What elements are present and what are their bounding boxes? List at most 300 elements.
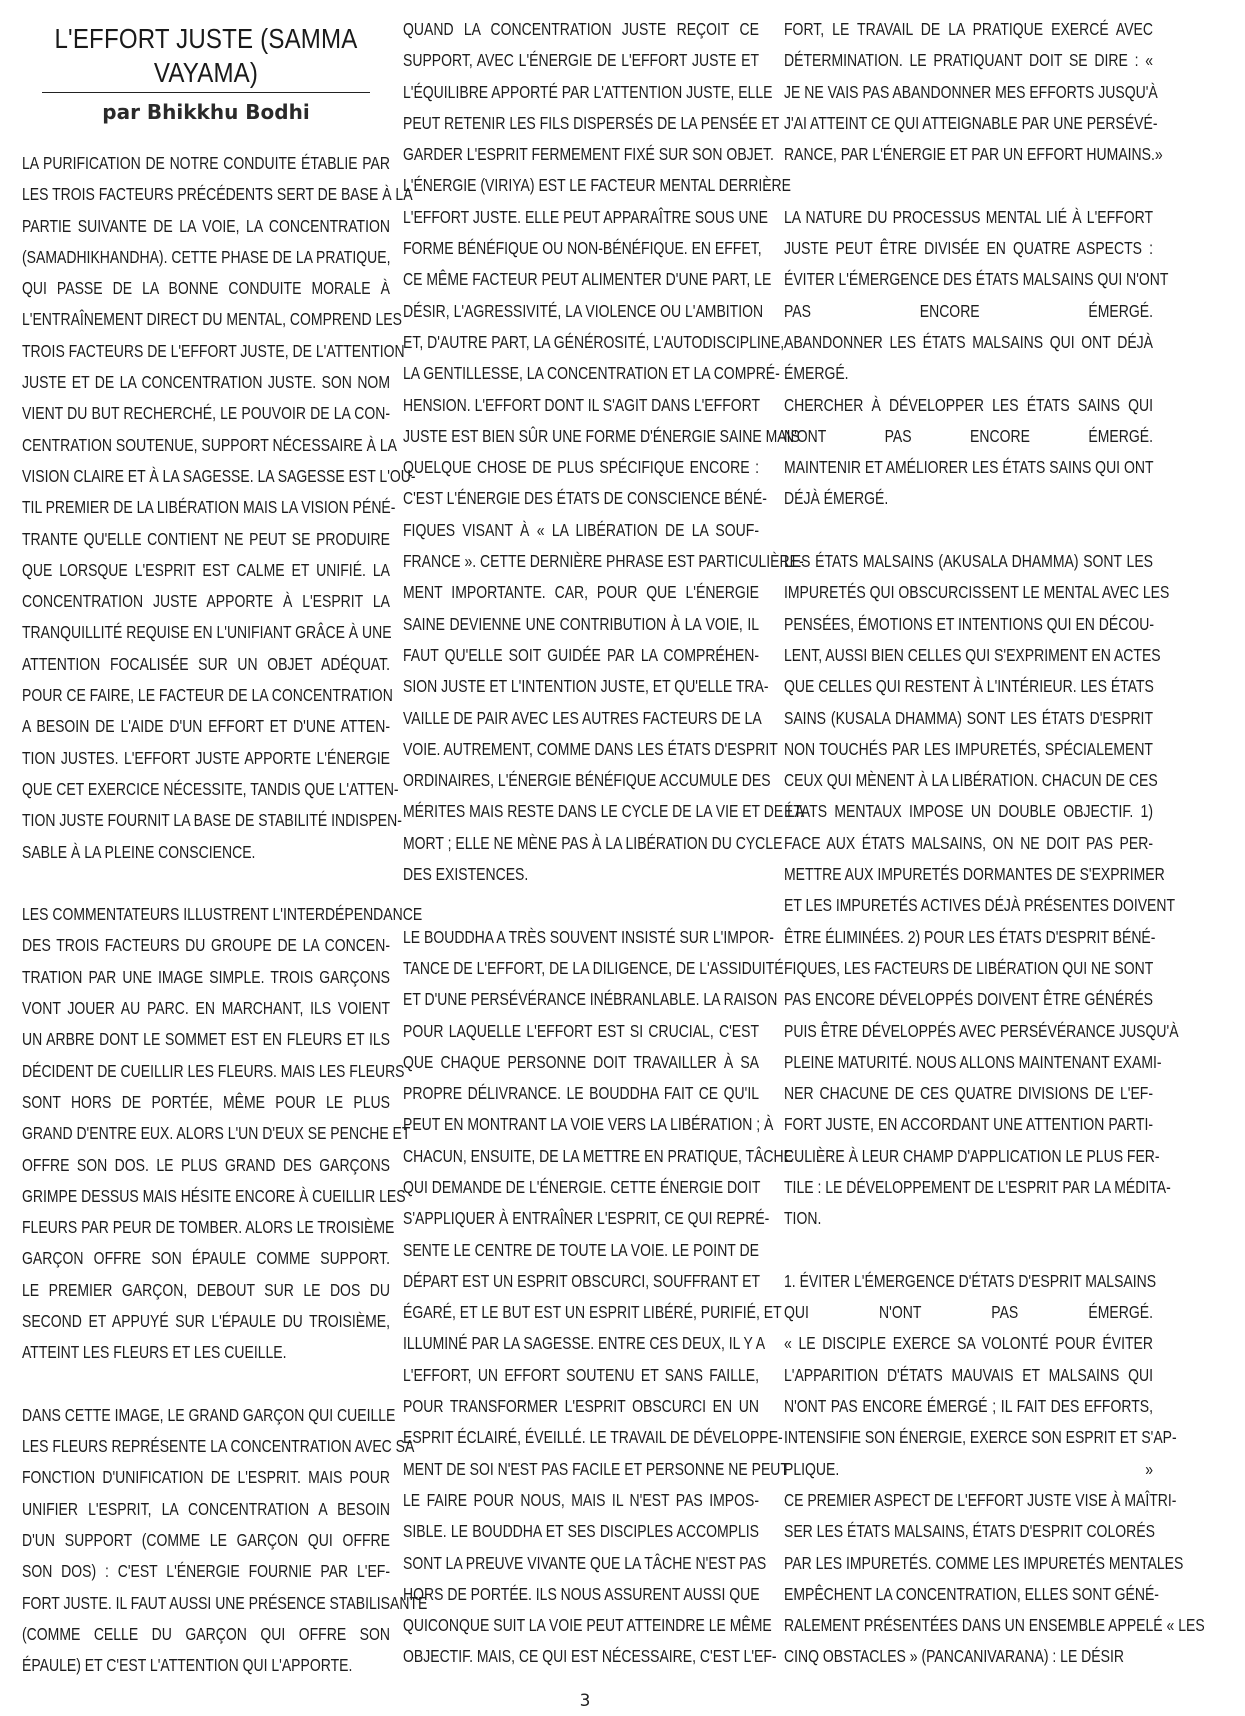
text-line bbox=[22, 711, 390, 742]
text-line bbox=[22, 930, 390, 961]
text-line-content: ESPRIT ÉCLAIRÉ, ÉVEILLÉ. LE TRAVAIL DE DÉVELOPPE- bbox=[403, 1427, 783, 1448]
text-line bbox=[784, 796, 1153, 827]
text-line-content: CULIÈRE À LEUR CHAMP D'APPLICATION LE PLUS FER- bbox=[784, 1145, 1160, 1166]
text-line bbox=[784, 1579, 1159, 1610]
text-line-content: NER CHACUNE DE CES QUATRE DIVISIONS DE L'EF- bbox=[784, 1083, 1153, 1104]
paragraph bbox=[22, 148, 416, 868]
text-line bbox=[403, 1328, 766, 1359]
text-line-content: MENT IMPORTANTE. CAR, POUR QUE L'ÉNERGIE bbox=[403, 582, 759, 603]
text-line bbox=[784, 1047, 1162, 1078]
text-line bbox=[784, 452, 1153, 483]
text-line bbox=[784, 609, 1153, 640]
text-line bbox=[403, 703, 762, 734]
text-line-content: JE NE VAIS PAS ABANDONNER MES EFFORTS JUSQU'À bbox=[784, 81, 1158, 102]
text-line bbox=[22, 1087, 390, 1118]
text-line bbox=[784, 984, 1153, 1015]
text-line-content: TION JUSTE FOURNIT LA BASE DE STABILITÉ INDISPEN- bbox=[22, 810, 402, 831]
text-line-content: ÉGARÉ, ET LE BUT EST UN ESPRIT LIBÉRÉ, PURIFIÉ, ET bbox=[403, 1302, 782, 1323]
text-line bbox=[403, 671, 769, 702]
text-line bbox=[403, 1047, 759, 1078]
text-line-content: ÉPAULE) ET C'EST L'ATTENTION QUI L'APPORTE. bbox=[22, 1655, 353, 1676]
text-line bbox=[403, 609, 759, 640]
text-line bbox=[403, 1610, 772, 1641]
article-byline: par Bhikkhu Bodhi bbox=[102, 100, 310, 124]
text-line bbox=[784, 45, 1153, 76]
text-line-content: DANS CETTE IMAGE, LE GRAND GARÇON QUI CUEILLE bbox=[22, 1404, 396, 1425]
text-line bbox=[22, 1306, 390, 1337]
text-line-content: JUSTE ET DE LA CONCENTRATION JUSTE. SON NOM bbox=[22, 372, 390, 393]
text-line bbox=[784, 546, 1153, 577]
text-line bbox=[22, 304, 402, 335]
text-line bbox=[403, 859, 759, 890]
column-2-body bbox=[403, 14, 805, 1673]
text-line bbox=[22, 993, 390, 1024]
text-line bbox=[22, 962, 390, 993]
text-line bbox=[22, 148, 390, 179]
text-line bbox=[22, 1556, 390, 1587]
text-line bbox=[784, 734, 1153, 765]
text-line bbox=[403, 577, 759, 608]
text-line bbox=[403, 1360, 759, 1391]
paragraph bbox=[22, 899, 423, 1368]
text-line-content: QUE CHAQUE PERSONNE DOIT TRAVAILLER À SA bbox=[403, 1051, 759, 1072]
text-line bbox=[784, 327, 1153, 358]
text-line bbox=[22, 179, 413, 210]
text-line-content: HENSION. L'EFFORT DONT IL S'AGIT DANS L'EFFORT bbox=[403, 394, 761, 415]
text-line-content: FORT, LE TRAVAIL DE LA PRATIQUE EXERCÉ AVEC bbox=[784, 19, 1153, 39]
text-line-content: QUAND LA CONCENTRATION JUSTE REÇOIT CE bbox=[403, 19, 759, 39]
text-line-content: CE PREMIER ASPECT DE L'EFFORT JUSTE VISE À MAÎTRI- bbox=[784, 1489, 1177, 1510]
text-line-content: HORS DE PORTÉE. ILS NOUS ASSURENT AUSSI QUE bbox=[403, 1583, 760, 1604]
text-line bbox=[784, 577, 1170, 608]
text-line-content: N'ONT PAS ENCORE ÉMERGÉ. bbox=[784, 425, 1153, 446]
paragraph bbox=[784, 546, 1179, 1235]
text-line bbox=[22, 336, 405, 367]
text-line bbox=[22, 242, 390, 273]
text-line bbox=[784, 1485, 1177, 1516]
text-line bbox=[784, 765, 1158, 796]
text-line bbox=[403, 1297, 782, 1328]
text-line bbox=[22, 805, 402, 836]
text-line-content: UNIFIER L'ESPRIT, LA CONCENTRATION A BESOIN bbox=[22, 1498, 390, 1519]
text-line bbox=[784, 1172, 1171, 1203]
text-line bbox=[403, 202, 768, 233]
text-line-content: QUE LORSQUE L'ESPRIT EST CALME ET UNIFIÉ. LA bbox=[22, 559, 390, 580]
paragraph bbox=[784, 14, 1163, 170]
text-line-content: IMPURETÉS QUI OBSCURCISSENT LE MENTAL AVEC LES bbox=[784, 582, 1170, 603]
text-line bbox=[22, 837, 390, 868]
text-line bbox=[784, 233, 1153, 264]
text-line-content: L'EFFORT, UN EFFORT SOUTENU ET SANS FAILLE, bbox=[403, 1364, 759, 1385]
text-line-content: PEUT EN MONTRANT LA VOIE VERS LA LIBÉRATION ; À bbox=[403, 1114, 774, 1135]
text-line bbox=[22, 1619, 390, 1650]
text-line-content: FIQUES VISANT À « LA LIBÉRATION DE LA SOUF- bbox=[403, 519, 759, 540]
text-line bbox=[784, 390, 1153, 421]
text-line-content: ATTENTION FOCALISÉE SUR UN OBJET ADÉQUAT. bbox=[22, 653, 390, 674]
text-line-content: CINQ OBSTACLES » (PANCANIVARANA) : LE DÉSIR bbox=[784, 1646, 1124, 1667]
text-line bbox=[403, 264, 772, 295]
text-line-content: LENT, AUSSI BIEN CELLES QUI S'EXPRIMENT EN ACTES bbox=[784, 644, 1161, 665]
text-line bbox=[784, 108, 1158, 139]
text-line-content: CEUX QUI MÈNENT À LA LIBÉRATION. CHACUN DE CES bbox=[784, 770, 1158, 791]
text-line-content: ÉMERGÉ. bbox=[784, 363, 849, 384]
text-line bbox=[784, 1391, 1153, 1422]
text-line-content: METTRE AUX IMPURETÉS DORMANTES DE S'EXPRIMER bbox=[784, 864, 1165, 885]
text-line bbox=[403, 296, 764, 327]
text-line bbox=[403, 1454, 789, 1485]
text-line-content: FORT JUSTE, EN ACCORDANT UNE ATTENTION PARTI- bbox=[784, 1114, 1153, 1135]
text-line-content: JUSTE PEUT ÊTRE DIVISÉE EN QUATRE ASPECTS : bbox=[784, 238, 1153, 259]
text-line-content: LA GENTILLESSE, LA CONCENTRATION ET LA COMPRÉ- bbox=[403, 363, 780, 384]
text-line-content: (COMME CELLE DU GARÇON QUI OFFRE SON bbox=[22, 1623, 390, 1644]
text-line bbox=[403, 45, 759, 76]
text-line-content: L'EFFORT JUSTE. ELLE PEUT APPARAÎTRE SOUS UNE bbox=[403, 206, 768, 227]
text-line bbox=[784, 1078, 1153, 1109]
text-line bbox=[22, 586, 390, 617]
column-2 bbox=[403, 0, 805, 1673]
text-line-content: QUE CET EXERCICE NÉCESSITE, TANDIS QUE L'ATTEN- bbox=[22, 778, 399, 799]
text-line bbox=[22, 1024, 390, 1055]
text-line-content: N'ONT PAS ENCORE ÉMERGÉ ; IL FAIT DES EFFORTS, bbox=[784, 1396, 1153, 1417]
text-line-content: D'UN SUPPORT (COMME LE GARÇON QUI OFFRE bbox=[22, 1530, 390, 1551]
text-line bbox=[784, 828, 1153, 859]
text-line bbox=[403, 108, 780, 139]
text-line bbox=[22, 430, 397, 461]
text-line-content: TILE : LE DÉVELOPPEMENT DE L'ESPRIT PAR LA MÉDITA- bbox=[784, 1176, 1171, 1197]
text-line bbox=[22, 1400, 396, 1431]
text-line bbox=[784, 1266, 1157, 1297]
text-line bbox=[784, 1454, 1153, 1485]
text-line-content: « LE DISCIPLE EXERCE SA VOLONTÉ POUR ÉVITER bbox=[784, 1333, 1153, 1354]
text-line-content: MORT ; ELLE NE MÈNE PAS À LA LIBÉRATION DU CYCLE bbox=[403, 832, 783, 853]
text-line bbox=[784, 671, 1153, 702]
text-line-content: CONCENTRATION JUSTE APPORTE À L'ESPRIT LA bbox=[22, 591, 390, 612]
text-line-content: ÉVITER L'ÉMERGENCE DES ÉTATS MALSAINS QUI N'ONT bbox=[784, 269, 1169, 290]
text-line bbox=[784, 1610, 1205, 1641]
text-line-content: MAINTENIR ET AMÉLIORER LES ÉTATS SAINS QUI ONT bbox=[784, 457, 1154, 478]
text-line bbox=[784, 1109, 1153, 1140]
text-line bbox=[403, 421, 800, 452]
text-line bbox=[403, 546, 804, 577]
text-line-content: TROIS FACTEURS DE L'EFFORT JUSTE, DE L'ATTENTION bbox=[22, 340, 405, 361]
text-line-content: INTENSIFIE SON ÉNERGIE, EXERCE SON ESPRIT ET S'AP- bbox=[784, 1427, 1177, 1448]
text-line-content: VAILLE DE PAIR AVEC LES AUTRES FACTEURS DE LA bbox=[403, 707, 762, 728]
text-line-content: POUR TRANSFORMER L'ESPRIT OBSCURCI EN UN bbox=[403, 1396, 759, 1417]
paragraph-gap bbox=[22, 1369, 390, 1400]
text-line bbox=[784, 1360, 1153, 1391]
text-line-content: UN ARBRE DONT LE SOMMET EST EN FLEURS ET ILS bbox=[22, 1029, 390, 1050]
text-line bbox=[403, 1203, 770, 1234]
text-line-content: (SAMADHIKHANDHA). CETTE PHASE DE LA PRATIQUE, bbox=[22, 246, 391, 267]
text-line-content: POUR LAQUELLE L'EFFORT EST SI CRUCIAL, C'EST bbox=[403, 1020, 759, 1041]
text-line-content: ET LES IMPURETÉS ACTIVES DÉJÀ PRÉSENTES DOIVENT bbox=[784, 895, 1176, 916]
paragraph-gap bbox=[403, 890, 759, 921]
text-line-content: SON DOS) : C'EST L'ÉNERGIE FOURNIE PAR L'EF- bbox=[22, 1561, 390, 1582]
text-line-content: DES TROIS FACTEURS DU GROUPE DE LA CONCEN- bbox=[22, 935, 390, 956]
text-line bbox=[784, 703, 1153, 734]
text-line-content: SECOND ET APPUYÉ SUR L'ÉPAULE DU TROISIÈME, bbox=[22, 1310, 390, 1331]
text-line bbox=[403, 796, 805, 827]
text-line-content: CHACUN, ENSUITE, DE LA METTRE EN PRATIQUE, TÂCHE bbox=[403, 1145, 793, 1166]
text-line bbox=[403, 390, 759, 421]
text-line-content: LES TROIS FACTEURS PRÉCÉDENTS SERT DE BASE À LA bbox=[22, 184, 413, 205]
text-line-content: DÉPART EST UN ESPRIT OBSCURCI, SOUFFRANT ET bbox=[403, 1270, 761, 1291]
text-line-content: PARTIE SUIVANTE DE LA VOIE, LA CONCENTRATION bbox=[22, 215, 390, 236]
text-line bbox=[403, 1422, 783, 1453]
text-line-content: L'APPARITION D'ÉTATS MAUVAIS ET MALSAINS QUI bbox=[784, 1364, 1153, 1385]
text-line bbox=[784, 859, 1165, 890]
text-line-content: POUR CE FAIRE, LE FACTEUR DE LA CONCENTRATION bbox=[22, 685, 393, 706]
text-line-content: ABANDONNER LES ÉTATS MALSAINS QUI ONT DÉJÀ bbox=[784, 331, 1153, 352]
text-line bbox=[784, 922, 1156, 953]
text-line-content: MÉRITES MAIS RESTE DANS LE CYCLE DE LA VIE ET DE LA bbox=[403, 801, 805, 822]
text-line-content: SAINE DEVIENNE UNE CONTRIBUTION À LA VOIE, IL bbox=[403, 613, 759, 634]
text-line-content: FLEURS PAR PEUR DE TOMBER. ALORS LE TROISIÈME bbox=[22, 1217, 395, 1238]
text-line-content: DES EXISTENCES. bbox=[403, 864, 529, 885]
text-line bbox=[784, 1297, 1153, 1328]
text-line bbox=[22, 1525, 390, 1556]
text-line bbox=[784, 296, 1153, 327]
text-line-content: C'EST L'ÉNERGIE DES ÉTATS DE CONSCIENCE BÉNÉ- bbox=[403, 488, 767, 509]
text-line bbox=[22, 680, 393, 711]
text-line bbox=[403, 953, 784, 984]
text-line-content: 1. ÉVITER L'ÉMERGENCE D'ÉTATS D'ESPRIT MALSAINS bbox=[784, 1270, 1157, 1291]
text-line-content: LA NATURE DU PROCESSUS MENTAL LIÉ À L'EFFORT bbox=[784, 206, 1153, 227]
text-line-content: GRIMPE DESSUS MAIS HÉSITE ENCORE À CUEILLIR LES bbox=[22, 1185, 406, 1206]
text-line bbox=[784, 264, 1169, 295]
text-line-content: SION JUSTE ET L'INTENTION JUSTE, ET QU'ELLE TRA- bbox=[403, 676, 769, 697]
text-line-content: PROPRE DÉLIVRANCE. LE BOUDDHA FAIT CE QU'IL bbox=[403, 1083, 759, 1104]
text-line bbox=[403, 640, 759, 671]
text-line bbox=[403, 922, 774, 953]
text-line-content: A BESOIN DE L'AIDE D'UN EFFORT ET D'UNE ATTEN- bbox=[22, 716, 390, 737]
text-line bbox=[403, 139, 774, 170]
text-line-content: SABLE À LA PLEINE CONSCIENCE. bbox=[22, 841, 256, 862]
text-line-content: LE PREMIER GARÇON, DEBOUT SUR LE DOS DU bbox=[22, 1279, 390, 1300]
text-line-content: PAR LES IMPURETÉS. COMME LES IMPURETÉS MENTALES bbox=[784, 1552, 1184, 1573]
text-line-content: ET D'UNE PERSÉVÉRANCE INÉBRANLABLE. LA RAISON bbox=[403, 989, 778, 1010]
text-line-content: ÉTATS MENTAUX IMPOSE UN DOUBLE OBJECTIF. 1) bbox=[784, 801, 1153, 822]
text-line-content: EMPÊCHENT LA CONCENTRATION, ELLES SONT GÉNÉ- bbox=[784, 1583, 1159, 1604]
text-line-content: FONCTION D'UNIFICATION DE L'ESPRIT. MAIS POUR bbox=[22, 1467, 390, 1488]
text-line bbox=[22, 774, 399, 805]
column-1-body bbox=[22, 148, 428, 1682]
page-number: 3 bbox=[579, 1691, 591, 1711]
text-line-content: L'ÉNERGIE (VIRIYA) EST LE FACTEUR MENTAL DERRIÈRE bbox=[403, 175, 792, 196]
text-line bbox=[403, 452, 759, 483]
text-line-content: QUE CELLES QUI RESTENT À L'INTÉRIEUR. LES ÉTATS bbox=[784, 676, 1154, 697]
text-line-content: DÉJÀ ÉMERGÉ. bbox=[784, 488, 889, 509]
paragraph bbox=[22, 1400, 428, 1682]
text-line-content: CE MÊME FACTEUR PEUT ALIMENTER D'UNE PART, LE bbox=[403, 269, 772, 290]
text-line-content: LA PURIFICATION DE NOTRE CONDUITE ÉTABLIE PAR bbox=[22, 153, 390, 173]
column-1 bbox=[22, 0, 428, 1682]
text-line bbox=[22, 1181, 406, 1212]
text-line bbox=[403, 1109, 774, 1140]
text-line-content: PAS ENCORE ÉMERGÉ. bbox=[784, 300, 1153, 321]
text-line bbox=[784, 640, 1161, 671]
text-line bbox=[403, 483, 767, 514]
text-line-content: FIQUES, LES FACTEURS DE LIBÉRATION QUI NE SONT bbox=[784, 957, 1154, 978]
text-line-content: SIBLE. LE BOUDDHA ET SES DISCIPLES ACCOMPLIS bbox=[403, 1521, 759, 1542]
text-line bbox=[22, 367, 390, 398]
paragraph bbox=[403, 14, 805, 890]
text-line-content: TION JUSTES. L'EFFORT JUSTE APPORTE L'ÉNERGIE bbox=[22, 747, 390, 768]
text-line bbox=[22, 1462, 390, 1493]
text-line bbox=[403, 1141, 793, 1172]
title-underline bbox=[42, 92, 370, 93]
text-line-content: FRANCE ». CETTE DERNIÈRE PHRASE EST PARTICULIÈRE- bbox=[403, 551, 804, 572]
text-line-content: QUICONQUE SUIT LA VOIE PEUT ATTEINDRE LE MÊME bbox=[403, 1615, 772, 1636]
paragraph-gap bbox=[784, 1235, 1153, 1266]
text-line-content: GARDER L'ESPRIT FERMEMENT FIXÉ SUR SON OBJET. bbox=[403, 144, 774, 165]
text-line bbox=[784, 1641, 1153, 1672]
text-line bbox=[784, 890, 1176, 921]
text-line-content: PENSÉES, ÉMOTIONS ET INTENTIONS QUI EN DÉCOU- bbox=[784, 613, 1155, 634]
text-line bbox=[403, 170, 792, 201]
text-line bbox=[403, 1579, 759, 1610]
text-line bbox=[784, 1516, 1153, 1547]
text-line bbox=[22, 617, 390, 648]
text-line bbox=[22, 1650, 390, 1681]
text-line-content: VOIE. AUTREMENT, COMME DANS LES ÉTATS D'ESPRIT bbox=[403, 738, 778, 759]
text-line bbox=[403, 1172, 759, 1203]
text-line-content: FORT JUSTE. IL FAUT AUSSI UNE PRÉSENCE STABILISANTE bbox=[22, 1592, 428, 1613]
text-line bbox=[22, 398, 390, 429]
article-title: L'EFFORT JUSTE (SAMMA VAYAMA) bbox=[54, 23, 358, 88]
text-line bbox=[403, 1516, 759, 1547]
text-line-content: SONT HORS DE PORTÉE, MÊME POUR LE PLUS bbox=[22, 1091, 390, 1112]
text-line-content: CENTRATION SOUTENUE, SUPPORT NÉCESSAIRE À LA bbox=[22, 434, 397, 455]
text-line bbox=[784, 1328, 1153, 1359]
text-line bbox=[784, 1141, 1160, 1172]
text-line bbox=[22, 273, 390, 304]
text-line bbox=[784, 421, 1153, 452]
text-line bbox=[22, 1431, 415, 1462]
text-line bbox=[22, 1494, 390, 1525]
text-line-content: L'ENTRAÎNEMENT DIRECT DU MENTAL, COMPREND LES bbox=[22, 309, 402, 330]
text-line bbox=[403, 77, 773, 108]
text-line-content: SAINS (KUSALA DHAMMA) SONT LES ÉTATS D'ESPRIT bbox=[784, 707, 1153, 728]
text-line-content: TANCE DE L'EFFORT, DE LA DILIGENCE, DE L'ASSIDUITÉ bbox=[403, 957, 784, 978]
text-line bbox=[22, 1337, 390, 1368]
text-line-content: SER LES ÉTATS MALSAINS, ÉTATS D'ESPRIT COLORÉS bbox=[784, 1521, 1155, 1542]
paragraph-gap bbox=[784, 515, 1153, 546]
text-line-content: LES FLEURS REPRÉSENTE LA CONCENTRATION AVEC SA bbox=[22, 1436, 415, 1457]
text-line-content: PAS ENCORE DÉVELOPPÉS DOIVENT ÊTRE GÉNÉRÉS bbox=[784, 989, 1153, 1010]
text-line bbox=[22, 211, 390, 242]
text-line-content: QUELQUE CHOSE DE PLUS SPÉCIFIQUE ENCORE : bbox=[403, 457, 759, 478]
paragraph-gap bbox=[22, 868, 390, 899]
text-line-content: DÉTERMINATION. LE PRATIQUANT DOIT SE DIRE : « bbox=[784, 50, 1153, 71]
text-line bbox=[403, 1548, 767, 1579]
paragraph bbox=[784, 202, 1169, 515]
text-line-content: S'APPLIQUER À ENTRAÎNER L'ESPRIT, CE QUI REPRÉ- bbox=[403, 1208, 770, 1229]
text-line-content: ATTEINT LES FLEURS ET LES CUEILLE. bbox=[22, 1342, 287, 1363]
text-line bbox=[784, 1203, 1153, 1234]
text-line-content: TRANTE QU'ELLE CONTIENT NE PEUT SE PRODUIRE bbox=[22, 528, 390, 549]
text-line bbox=[403, 1485, 759, 1516]
text-line-content: LES ÉTATS MALSAINS (AKUSALA DHAMMA) SONT LES bbox=[784, 551, 1153, 572]
text-line-content: DÉSIR, L'AGRESSIVITÉ, LA VIOLENCE OU L'AMBITION bbox=[403, 300, 764, 321]
text-line bbox=[403, 515, 759, 546]
text-line bbox=[22, 555, 390, 586]
text-line-content: GARÇON OFFRE SON ÉPAULE COMME SUPPORT. bbox=[22, 1248, 390, 1269]
text-line bbox=[784, 358, 1153, 389]
text-line bbox=[403, 233, 762, 264]
text-line bbox=[784, 1422, 1177, 1453]
text-line bbox=[22, 649, 390, 680]
text-line-content: FAUT QU'ELLE SOIT GUIDÉE PAR LA COMPRÉHEN- bbox=[403, 644, 759, 665]
text-line bbox=[403, 14, 759, 45]
text-line bbox=[403, 1266, 759, 1297]
text-line-content: JUSTE EST BIEN SÛR UNE FORME D'ÉNERGIE SAINE MAIS bbox=[403, 425, 800, 446]
text-line-content: SENTE LE CENTRE DE TOUTE LA VOIE. LE POINT DE bbox=[403, 1239, 759, 1260]
text-line bbox=[22, 1118, 411, 1149]
text-line bbox=[403, 828, 783, 859]
text-line bbox=[22, 461, 416, 492]
text-line-content: TIL PREMIER DE LA LIBÉRATION MAIS LA VISION PÉNÉ- bbox=[22, 497, 396, 518]
text-line-content: ÊTRE ÉLIMINÉES. 2) POUR LES ÉTATS D'ESPRIT BÉNÉ- bbox=[784, 926, 1156, 947]
text-line-content: LE BOUDDHA A TRÈS SOUVENT INSISTÉ SUR L'IMPOR- bbox=[403, 926, 774, 947]
text-line bbox=[784, 139, 1163, 170]
text-line bbox=[403, 765, 771, 796]
text-line-content: VIENT DU BUT RECHERCHÉ, LE POUVOIR DE LA CON- bbox=[22, 403, 390, 424]
text-line-content: VONT JOUER AU PARC. EN MARCHANT, ILS VOIENT bbox=[22, 998, 390, 1019]
text-line bbox=[784, 202, 1153, 233]
text-line bbox=[22, 492, 396, 523]
text-line bbox=[22, 1243, 390, 1274]
text-line bbox=[784, 483, 1153, 514]
text-line-content: VISION CLAIRE ET À LA SAGESSE. LA SAGESSE EST L'OU- bbox=[22, 465, 416, 486]
text-line-content: L'ÉQUILIBRE APPORTÉ PAR L'ATTENTION JUSTE, ELLE bbox=[403, 81, 773, 102]
text-line-content: QUI N'ONT PAS ÉMERGÉ. bbox=[784, 1302, 1153, 1323]
text-line bbox=[22, 1056, 405, 1087]
column-3-body bbox=[784, 14, 1205, 1673]
text-line-content: TRATION PAR UNE IMAGE SIMPLE. TROIS GARÇONS bbox=[22, 966, 390, 987]
paragraph bbox=[784, 1266, 1205, 1673]
text-line bbox=[403, 327, 785, 358]
text-line-content: ORDINAIRES, L'ÉNERGIE BÉNÉFIQUE ACCUMULE DES bbox=[403, 770, 771, 791]
text-line-content: ILLUMINÉ PAR LA SAGESSE. ENTRE CES DEUX, IL Y A bbox=[403, 1333, 766, 1354]
text-line bbox=[403, 734, 778, 765]
text-line bbox=[403, 1641, 777, 1672]
text-line-content: FORME BÉNÉFIQUE OU NON-BÉNÉFIQUE. EN EFFET, bbox=[403, 238, 762, 259]
text-line-content: LES COMMENTATEURS ILLUSTRENT L'INTERDÉPENDANCE bbox=[22, 904, 423, 925]
text-line-content: ET, D'AUTRE PART, LA GÉNÉROSITÉ, L'AUTODISCIPLINE, bbox=[403, 331, 785, 352]
text-line bbox=[784, 1016, 1179, 1047]
column-3 bbox=[784, 0, 1205, 1673]
text-line bbox=[784, 1548, 1184, 1579]
text-line bbox=[784, 77, 1158, 108]
text-line-content: LE FAIRE POUR NOUS, MAIS IL N'EST PAS IMPOS- bbox=[403, 1489, 759, 1510]
text-line-content: PLEINE MATURITÉ. NOUS ALLONS MAINTENANT EXAMI- bbox=[784, 1051, 1162, 1072]
text-line-content: OFFRE SON DOS. LE PLUS GRAND DES GARÇONS bbox=[22, 1154, 390, 1175]
text-line bbox=[22, 1212, 395, 1243]
text-line bbox=[22, 1150, 390, 1181]
text-line-content: RALEMENT PRÉSENTÉES DANS UN ENSEMBLE APPELÉ « LES bbox=[784, 1615, 1205, 1636]
text-line-content: QUI DEMANDE DE L'ÉNERGIE. CETTE ÉNERGIE DOIT bbox=[403, 1176, 761, 1197]
text-line-content: NON TOUCHÉS PAR LES IMPURETÉS, SPÉCIALEMENT bbox=[784, 738, 1153, 759]
text-line-content: OBJECTIF. MAIS, CE QUI EST NÉCESSAIRE, C'EST L'EF- bbox=[403, 1646, 777, 1667]
text-line bbox=[403, 1235, 759, 1266]
text-line-content: TRANQUILLITÉ REQUISE EN L'UNIFIANT GRÂCE À UNE bbox=[22, 622, 392, 643]
text-line-content: TION. bbox=[784, 1208, 822, 1229]
text-line-content: QUI PASSE DE LA BONNE CONDUITE MORALE À bbox=[22, 278, 390, 299]
paragraph-gap bbox=[784, 170, 1153, 201]
text-line-content: FACE AUX ÉTATS MALSAINS, ON NE DOIT PAS PER- bbox=[784, 832, 1153, 853]
text-line-content: PUIS ÊTRE DÉVELOPPÉS AVEC PERSÉVÉRANCE JUSQU'À bbox=[784, 1020, 1179, 1041]
